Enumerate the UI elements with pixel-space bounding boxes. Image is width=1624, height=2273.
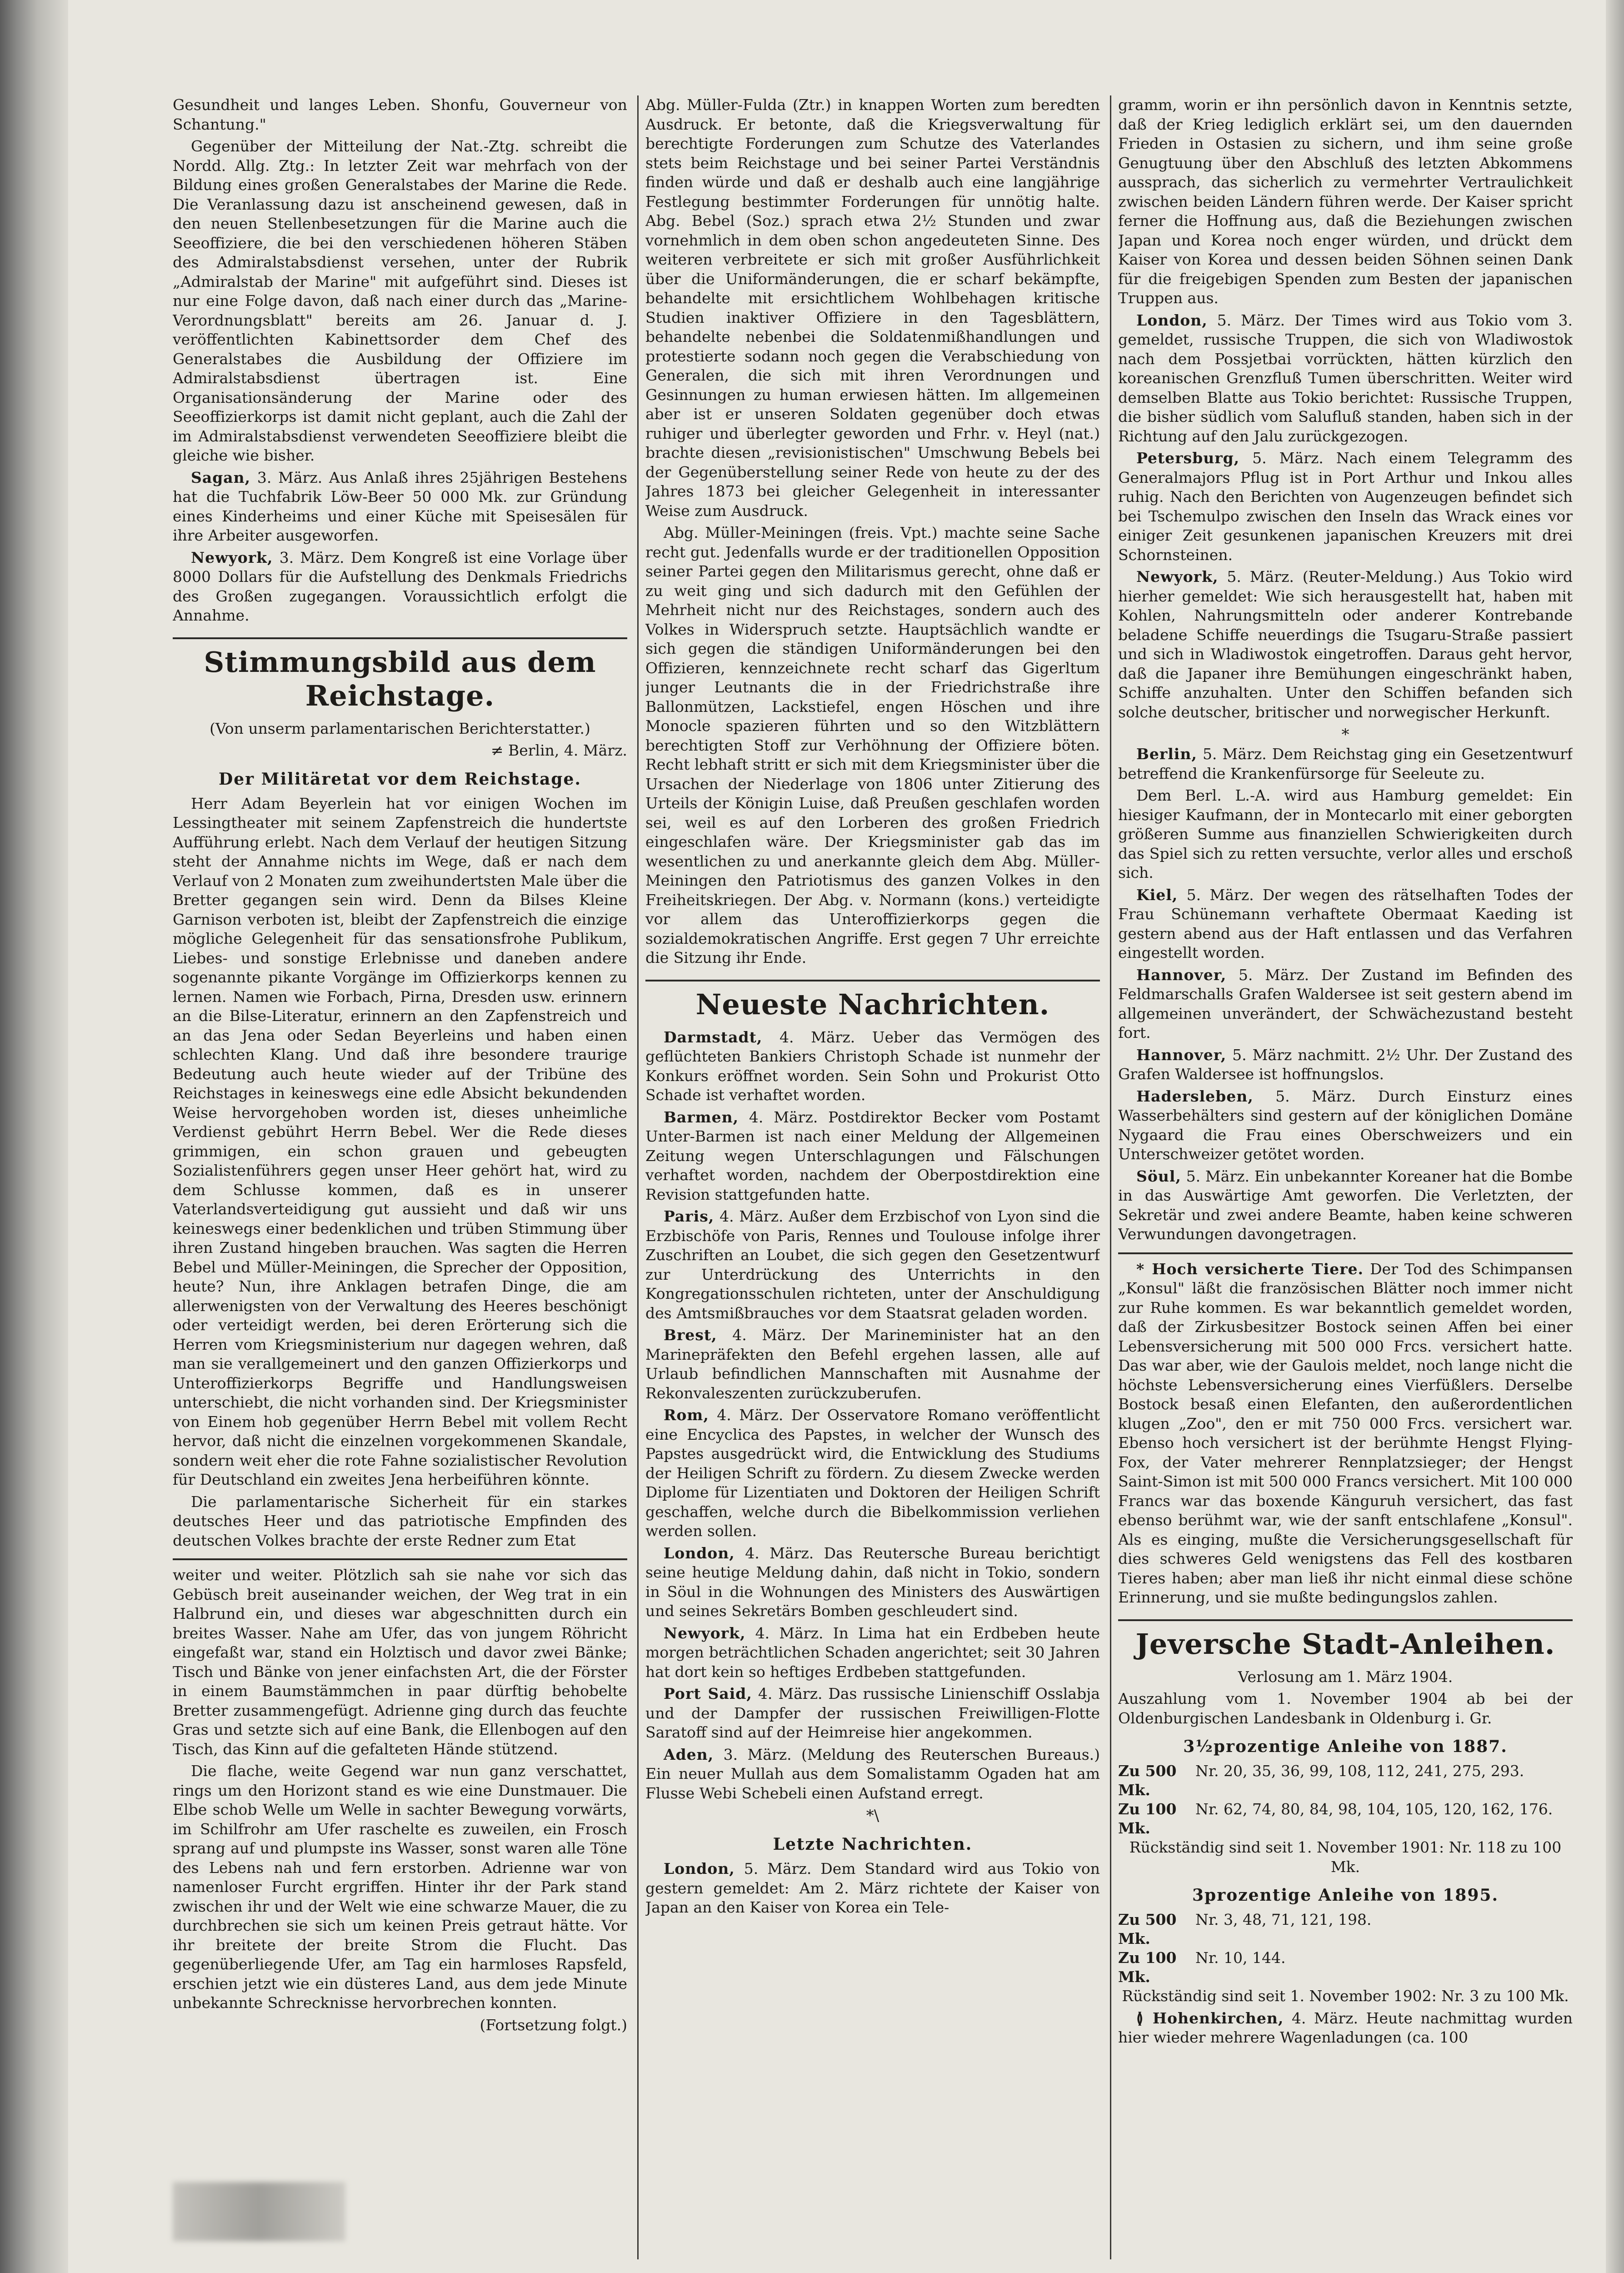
news-place: London, — [664, 1544, 735, 1562]
news-item — [1118, 1087, 1573, 1164]
news-place: Aden, — [664, 1745, 714, 1763]
section-heading: Neueste Nachrichten. — [645, 980, 1100, 1021]
section-heading: Stimmungsbild aus dem Reichstage. — [173, 637, 627, 713]
news-place: Hannover, — [1136, 1046, 1227, 1064]
payout-note: Auszahlung vom 1. November 1904 ab bei der Oldenburgischen Landesbank in Oldenburg i. Gr. — [1118, 1690, 1573, 1727]
lottery-date: Verlosung am 1. März 1904. — [1238, 1667, 1453, 1686]
news-item — [1118, 886, 1573, 963]
news-item — [1118, 449, 1573, 565]
dateline: ≠ Berlin, 4. März. — [490, 741, 627, 759]
column-right — [1118, 95, 1573, 2259]
news-text: 5. März. Dem Standard wird aus Tokio von gestern gemeldet: Am 2. März richtete der Kaiser von Japan an den Kaiser von Korea ein Tele- — [645, 1860, 1100, 1916]
news-text: Der Tod des Schimpansen „Konsul" läßt die französischen Blätter noch immer nicht zur Ruhe kommen. Es war bekanntlich gemeldet worden, daß der Zirkusbesitzer Bostock seinen Affen bei einer Lebensversicherung mit 500 000 Frcs. versichert hatte. Das war aber, wie der Gaulois meldet, noch lange nicht die höchste Lebensversicherung eines Vierfüßlers. Derselbe Bostock besaß einen Elefanten, den außerordentlichen klugen „Zoo", den er mit 750 000 Frcs. versichert war. Ebenso hoch versichert ist der berühmte Hengst Flying-Fox, der Vater mehrerer Rennplatzsieger; der Hengst Saint-Simon ist mit 500 000 Francs versichert. Mit 100 000 Francs war das boxende Känguruh versichert, das fast ebenso berühmt war, wie der sanft entschlafene „Konsul". Als es einging, mußte die Versicherungsgesellschaft für dies schweres Geld wenigstens das Fell des kostbaren Tieres haben; aber man ließ ihr nicht einmal diese schöne Erinnerung, und sie mußte bedingungslos zahlen. — [1118, 1260, 1573, 1606]
news-item — [173, 548, 627, 626]
book-spine-shadow — [0, 0, 68, 2273]
news-place: Berlin, — [1136, 745, 1197, 763]
article-paragraph: Abg. Müller-Meiningen (freis. Vpt.) machte seine Sache recht gut. Jedenfalls wurde er der traditionellen Opposition seiner Partei gegen den Militarismus gerecht, ohne daß er zu weit ging und sich dadurch mit den Gefühlen der Mehrheit nicht nur des Reichstages, sondern auch des Volkes in Widerspruch setzte. Hauptsächlich wandte er sich gegen die ständigen Uniformänderungen bei den Offizieren, kennzeichnete recht scharf das Gigerltum junger Leutnants die in der Friedrichstraße ihre Ballonmützen, Lackstiefel, engen Höschen und ihre Monocle spazieren führten und so den Witzblättern berechtigten Stoff zur Verhöhnung der Offiziere böten. Recht lebhaft stritt er sich mit dem Kriegsminister über die Ursachen der Niederlage von 1806 unter Zitierung des Urteils der Königin Luise, daß Preußen geschlafen worden sei, weil es auf den Lorberen des großen Friedrich eingeschlafen wäre. Der Kriegsminister gab das im wesentlichen zu und anerkannte gleich dem Abg. Müller-Meiningen den Patriotismus des ganzen Volkes in den Freiheitskriegen. Der Abg. v. Normann (kons.) verteidigte vor allem das Unteroffizierkorps gegen die sozialdemokratischen Angriffe. Erst gegen 7 Uhr erreichte die Sitzung ihr Ende. — [645, 524, 1100, 966]
denomination: Zu 100 Mk. — [1118, 1800, 1177, 1837]
table-row — [1118, 1800, 1573, 1838]
news-place: Newyork, — [1136, 568, 1219, 586]
article-paragraph: Abg. Müller-Fulda (Ztr.) in knappen Worten zum beredten Ausdruck. Er betonte, daß die Kriegsverwaltung für berechtigte Forderungen zum Schutze des Vaterlandes stets beim Reichstage und bei seiner Partei Verständnis finden würde und daß er deshalb auch eine langjährige Festlegung bestimmter Forderungen für unnötig halte. Abg. Bebel (Soz.) sprach etwa 2½ Stunden und zwar vornehmlich in dem oben schon angedeuteten Sinne. Des weiteren verbreitete er sich mit großer Ausführlichkeit über die Uniformänderungen, die er scharf bekämpfte, behandelte mit ersichtlichem Wohlbehagen kritische Studien inaktiver Offiziere in den Tagesblättern, behandelte nebenbei die Soldatenmißhandlungen und protestierte sodann noch gegen die Verabschiedung von Generalen, die sich mit ihren Verordnungen und Gesinnungen zu human erwiesen hätten. Im allgemeinen aber ist er unseren Soldaten gegenüber doch etwas ruhiger und überlegter geworden und Frhr. v. Heyl (nat.) brachte diesen „revisionistischen" Umschwung Bebels bei der Gegenüberstellung seiner Rede von heute zu der des Jahres 1873 bei gleicher Gelegenheit in interessanter Weise zum Ausdruck. — [645, 96, 1100, 520]
section-star: * — [1341, 726, 1349, 744]
news-place: Brest, — [664, 1326, 717, 1344]
news-place: Hadersleben, — [1136, 1087, 1254, 1105]
news-text: 5. März nachmitt. 2½ Uhr. Der Zustand des Grafen Waldersee ist hoffnungslos. — [1118, 1046, 1573, 1083]
bond-title: 3½prozentige Anleihe von 1887. — [1183, 1737, 1508, 1756]
feuilleton-paragraph: Die flache, weite Gegend war nun ganz verschattet, rings um den Horizont stand es wie eine Dunstmauer. Die Elbe schob Welle um Welle in sachter Bewegung vorwärts, im Schilfrohr am Ufer raschelte es zuweilen, ein Frosch sprang auf und plumpste ins Wasser, sonst waren alle Töne des Lebens nah und fern erstorben. Adrienne war von namenloser Furcht ergriffen. Hinter ihr der Park stand zwischen ihr und der Welt wie eine schwarze Mauer, die zu durchbrechen sie sich um keinen Preis getraut hätte. Vor ihr breitete der breite Strom die Flucht. Das gegenüberliegende Ufer, am Tag ein harmloses Rapsfeld, erschien jetzt wie ein düsteres Land, aus dem jede Minute unbekannte Schrecknisse hervorbrechen konnten. — [173, 1762, 627, 2012]
news-text: 4. März. Postdirektor Becker vom Postamt Unter-Barmen ist nach einer Meldung der Allgemeinen Zeitung wegen Unterschlagungen und Fälschungen verhaftet worden, nachdem der Oberpostdirektion eine Revision stattgefunden hatte. — [645, 1108, 1100, 1203]
news-item — [173, 468, 627, 546]
numbers: Nr. 62, 74, 80, 84, 98, 104, 105, 120, 162, 176. — [1195, 1800, 1553, 1818]
news-text: 4. März. Heute nachmittag wurden hier wieder mehrere Wagenladungen (ca. 100 — [1118, 2009, 1573, 2046]
news-item — [645, 1108, 1100, 1205]
print-smudge — [173, 2182, 345, 2241]
article-paragraph: Gesundheit und langes Leben. Shonfu, Gouverneur von Schantung." — [173, 96, 627, 133]
feuilleton-paragraph: weiter und weiter. Plötzlich sah sie nahe vor sich das Gebüsch breit auseinander weichen, der Weg trat in ein Halbrund ein, und dieses war abgeschnitten durch ein breites Wasser. Nahe am Ufer, das von jungem Röhricht eingefaßt war, stand ein Holztisch und davor zwei Bänke; Tisch und Bänke von jener einfachsten Art, die der Förster in einem Baumstämmchen in paar dürftig behobelte Bretter zusammengefügt. Adrienne ging durch das feuchte Gras und setzte sich auf eine Bank, die Ellenbogen auf den Tisch, das Kinn auf die gefalteten Hände stützend. — [173, 1566, 627, 1758]
denomination: Zu 100 Mk. — [1118, 1949, 1177, 1986]
article-subheading: Letzte Nachrichten. — [773, 1835, 973, 1854]
news-place: Petersburg, — [1136, 449, 1240, 467]
table-row — [1118, 1762, 1573, 1800]
news-item — [645, 1544, 1100, 1621]
numbers: Nr. 10, 144. — [1195, 1949, 1286, 1967]
news-place: Newyork, — [191, 548, 273, 566]
news-place: Hannover, — [1136, 966, 1227, 984]
news-item — [645, 1326, 1100, 1403]
news-place: Port Said, — [664, 1685, 752, 1702]
numbers: Nr. 3, 48, 71, 121, 198. — [1195, 1911, 1372, 1928]
news-text: 5. März. Ein unbekannter Koreaner hat die Bombe in das Auswärtige Amt geworfen. Die Verletzten, der Sekretär und zwei andere Beamte, haben keine schweren Verwundungen davongetragen. — [1118, 1167, 1573, 1243]
news-place: Paris, — [664, 1207, 715, 1225]
news-item — [1118, 1260, 1573, 1607]
section-heading: Jeversche Stadt-Anleihen. — [1118, 1619, 1573, 1661]
column-left — [173, 95, 627, 2259]
news-place: Söul, — [1136, 1167, 1181, 1185]
column-rule — [1110, 95, 1111, 2259]
news-text: 3. März. Dem Kongreß ist eine Vorlage über 8000 Dollars für die Aufstellung des Denkmals Friedrichs des Großen zugegangen. Voraussichtlich erfolgt die Annahme. — [173, 548, 627, 624]
news-text: 4. März. Ueber das Vermögen des geflüchteten Bankiers Christoph Schade ist nunmehr der Konkurs eröffnet worden. Sein Sohn und Prokurist Otto Schade ist verhaftet worden. — [645, 1028, 1100, 1104]
newspaper-page — [150, 68, 1586, 2273]
column-rule — [637, 95, 639, 2259]
news-item — [645, 1684, 1100, 1742]
feuilleton-divider — [173, 1558, 627, 1560]
arrears-note: Rückständig sind seit 1. November 1901: Nr. 118 zu 100 Mk. — [1129, 1838, 1562, 1876]
news-text: 5. März. (Reuter-Meldung.) Aus Tokio wird hierher gemeldet: Wie sich herausgestellt hat, haben mit Kohlen, Nahrungsmitteln oder anderer Kontrebande beladene Schiffe neuerdings die Tsugaru-Straße passiert und sich in Wladiwostok eingetroffen. Daraus geht hervor, daß die Japaner ihre Bemühungen eingeschränkt haben, Schiffe anzuhalten. Unter den Schiffen befanden sich solche deutscher, britischer und norwegischer Herkunft. — [1118, 568, 1573, 721]
bond-table — [1118, 1762, 1573, 1838]
page-edge-shadow — [1606, 0, 1624, 2273]
news-place: Barmen, — [664, 1108, 739, 1126]
news-text: 5. März. Der wegen des rätselhaften Todes der Frau Schünemann verhaftete Obermaat Kaeding ist gestern abend aus der Haft entlassen und das Verfahren eingestellt worden. — [1118, 886, 1573, 961]
news-item — [645, 1859, 1100, 1918]
denomination: Zu 500 Mk. — [1118, 1762, 1177, 1799]
denomination: Zu 500 Mk. — [1118, 1911, 1177, 1948]
news-text: 5. März. Der Times wird aus Tokio vom 3. gemeldet, russische Truppen, die sich von Wladiwostok nach dem Possjetbai vorrückten, hätten kürzlich den koreanischen Grenzfluß Tumen überschritten. Weiter wird demselben Blatte aus Tokio berichtet: Russische Truppen, die bisher südlich vom Salufluß standen, haben sich in der Richtung auf den Jalu zurückgezogen. — [1118, 311, 1573, 445]
news-place: London, — [1136, 311, 1208, 329]
news-item — [645, 1406, 1100, 1541]
news-text: 4. März. Das russische Linienschiff Osslabja und der Dampfer der russischen Freiwilligen-Flotte Saratoff sind auf der Heimreise hier angekommen. — [645, 1685, 1100, 1741]
bond-table — [1118, 1910, 1573, 1987]
column-middle — [645, 95, 1100, 2259]
news-item — [1118, 311, 1573, 446]
news-text: 5. März. Der Zustand im Befinden des Feldmarschalls Grafen Waldersee ist seit gestern abend im allgemeinen unverändert, der Schwächezustand besteht fort. — [1118, 966, 1573, 1041]
news-text: 3. März. Aus Anlaß ihres 25jährigen Bestehens hat die Tuchfabrik Löw-Beer 50 000 Mk. zur Gründung eines Kinderheims und einer Küche mit Speisesälen für ihre Arbeiter ausgeworfen. — [173, 468, 627, 544]
news-item — [1118, 1167, 1573, 1244]
news-text: 4. März. Der Osservatore Romano veröffentlicht eine Encyclica des Papstes, in welcher der Wunsch des Papstes ausgedrückt wird, die Entwicklung des Studiums der Heiligen Schrift zu fördern. Zu diesem Zwecke werden Diplome für Lizentiaten und Doktoren der Heiligen Schrift geschaffen, welche durch die Bibelkommission verliehen werden sollen. — [645, 1406, 1100, 1540]
article-paragraph: Dem Berl. L.-A. wird aus Hamburg gemeldet: Ein hiesiger Kaufmann, der in Montecarlo mit einer geborgten größeren Summe aus finanziellen Schwierigkeiten durch das Spiel sich zu retten versuchte, verlor alles und erschoß sich. — [1118, 786, 1573, 881]
news-place: * Hoch versicherte Tiere. — [1136, 1260, 1364, 1278]
news-item — [645, 1028, 1100, 1105]
news-text: 3. März. (Meldung des Reuterschen Bureaus.) Ein neuer Mullah aus dem Somalistamm Ogaden hat am Flusse Webi Schebeli einen Aufstand erregt. — [645, 1745, 1100, 1802]
news-text: 5. März. Dem Reichstag ging ein Gesetzentwurf betreffend die Krankenfürsorge für Seeleute zu. — [1118, 745, 1573, 782]
news-place: Darmstadt, — [664, 1028, 763, 1046]
article-paragraph: gramm, worin er ihn persönlich davon in Kenntnis setzte, daß der Krieg lediglich erklärt sei, um den dauernden Frieden in Ostasien zu sichern, und ihm seine große Genugtuung über den Abschluß des letzten Abkommens aussprach, das sicherlich zu vermehrter Vertraulichkeit zwischen beiden Ländern führen werde. Der Kaiser spricht ferner die Hoffnung aus, daß die Beziehungen zwischen Japan und Korea noch enger würden, und drückt dem Kaiser von Korea und dessen beiden Söhnen seinen Dank für die freigebigen Spenden zum Besten der japanischen Truppen aus. — [1118, 96, 1573, 307]
article-paragraph: Die parlamentarische Sicherheit für ein starkes deutsches Heer und das patriotische Empfinden des deutschen Volkes brachte der erste Redner zum Etat — [173, 1492, 627, 1549]
news-place: Rom, — [664, 1406, 709, 1424]
news-place: ≬ Hohenkirchen, — [1136, 2009, 1284, 2027]
continuation-note: (Fortsetzung folgt.) — [480, 2016, 627, 2034]
news-item — [645, 1207, 1100, 1323]
table-row — [1118, 1910, 1573, 1948]
news-text: 4. März. In Lima hat ein Erdbeben heute morgen beträchtlichen Schaden angerichtet; seit 30 Jahren hat dort kein so heftiges Erdbeben stattgefunden. — [645, 1624, 1100, 1681]
section-star: *\ — [866, 1807, 879, 1825]
article-subheading: Der Militäretat vor dem Reichstage. — [219, 769, 581, 789]
news-item — [1118, 1046, 1573, 1084]
section-divider — [1118, 1252, 1573, 1254]
news-place: Kiel, — [1136, 886, 1178, 904]
numbers: Nr. 20, 35, 36, 99, 108, 112, 241, 275, 293. — [1195, 1762, 1524, 1780]
arrears-note: Rückständig sind seit 1. November 1902: Nr. 3 zu 100 Mk. — [1122, 1987, 1569, 2005]
news-text: 4. März. Der Marineminister hat an den Marinepräfekten den Befehl ergehen lassen, alle auf Urlaub befindlichen Mannschaften mit Ausnahme der Rekonvaleszenten zurückzuberufen. — [645, 1326, 1100, 1402]
news-place: Sagan, — [191, 468, 251, 486]
news-item — [1118, 966, 1573, 1043]
table-row — [1118, 1948, 1573, 1987]
news-item — [1118, 745, 1573, 783]
news-item — [645, 1745, 1100, 1803]
news-text: 4. März. Das Reutersche Bureau berichtigt seine heutige Meldung dahin, daß nicht in Tokio, sondern in Söul in die Wohnungen des Ministers des Auswärtigen und seines Sekretärs Bomben geschleudert sind. — [645, 1544, 1100, 1620]
article-paragraph: Gegenüber der Mitteilung der Nat.-Ztg. schreibt die Nordd. Allg. Ztg.: In letzter Zeit war mehrfach von der Bildung eines großen Generalstabes der Marine die Rede. Die Veranlassung dazu ist anscheinend gewesen, daß in den neuen Stellenbesetzungen für die Marine auch die Seeoffiziere, die bei den verschiedenen höheren Stäben des Admiralstabsdienst versehen, unter der Rubrik „Admiralstab der Marine" mit aufgeführt sind. Dieses ist nur eine Folge davon, daß nach einer durch das „Marine-Verordnungsblatt" bereits am 26. Januar d. J. veröffentlichten Kabinettsorder dem Chef des Generalstabes die Ausbildung der Offiziere im Admiralstabsdienst übertragen ist. Eine Organisationsänderung der Marine oder des Seeoffizierkorps ist damit nicht geplant, auch die Zahl der im Admiralstabsdienst verwendeten Seeoffiziere bleibt die gleiche wie bisher. — [173, 137, 627, 464]
news-place: Newyork, — [664, 1624, 746, 1642]
bond-title: 3prozentige Anleihe von 1895. — [1192, 1886, 1499, 1905]
news-text: 5. März. Nach einem Telegramm des Generalmajors Pflug ist in Port Arthur und Inkou alles ruhig. Nach den Berichten von Augenzeugen befindet sich bei Tschemulpo zwischen den Inseln das Wrack eines vor einiger Zeit gesunkenen japanischen Kreuzers mit drei Schornsteinen. — [1118, 449, 1573, 564]
news-item — [1118, 567, 1573, 722]
article-paragraph: Herr Adam Beyerlein hat vor einigen Wochen im Lessingtheater mit seinem Zapfenstreich die hundertste Aufführung erlebt. Nach dem Verlauf der heutigen Sitzung steht der Annahme nichts im Wege, daß er nach dem Verlauf von 2 Monaten zum zweihundertsten Male über die Bretter gegangen sein wird. Denn da Bilses Kleine Garnison verboten ist, bleibt der Zapfenstreich die einzige mögliche Gelegenheit für das sensationsfrohe Publikum, Liebes- und sonstige Erlebnisse und daneben andere sogenannte pikante Vorgänge im Offizierkorps kennen zu lernen. Namen wie Forbach, Pirna, Dresden usw. erinnern an die Bilse-Literatur, erinnern an den Zapfenstreich und an das Jena oder Sedan Beyerleins und haben einen schlechten Klang. Und daß ihre besondere traurige Bedeutung auch heute wieder auf der Tribüne des Reichstages in keineswegs eine edle Absicht bekundenden Weise hervorgehoben worden ist, dieses unheimliche Verdienst gebührt Herrn Bebel. Wer die Rede dieses grimmigen, ein schon grauen und gebeugten Sozialistenführers gegen unser Heer gehört hat, wird zu dem Schlusse kommen, daß es in unserer Vaterlandsverteidigung gut aussieht und daß wir uns keineswegs einer bedenklichen und trüben Stimmung über ihren Zustand hingeben brauchen. Was sagten die Herren Bebel und Müller-Meiningen, die Sprecher der Opposition, heute? Nun, ihre Anklagen betrafen Dinge, die am allerwenigsten von der Verwaltung des Heeres beschönigt oder verteidigt werden, bei deren Erörterung sich die Herren vom Kriegsministerium nur dagegen wehren, daß man sie verallgemeinert und den ganzen Offizierkorps und Unteroffizierkorps Begriffe und Handlungsweisen unterschiebt, die nicht vorhanden sind. Der Kriegsminister von Einem hob gegenüber Herrn Bebel mit vollem Recht hervor, daß nicht die einzelnen vorgekommenen Skandale, sondern weit eher die rote Fahne sozialistischer Revolution für Deutschland ein zweites Jena herbeiführen könnte. — [173, 794, 627, 1488]
byline: (Von unserm parlamentarischen Berichterstatter.) — [210, 719, 590, 737]
news-text: 5. März. Durch Einsturz eines Wasserbehälters sind gestern auf der königlichen Domäne Nygaard die Frau eines Oberschweizers und ein Unterschweizer getötet worden. — [1118, 1087, 1573, 1163]
news-item — [1118, 2009, 1573, 2048]
news-text: 4. März. Außer dem Erzbischof von Lyon sind die Erzbischöfe von Paris, Rennes und Toulouse infolge ihrer Zuschriften an Loubet, die sich gegen den Gesetzentwurf zur Unterdrückung des Unterrichts in den Kongregationsschulen richteten, unter der Anschuldigung des Amtsmißbrauches vor dem Staatsrat geladen worden. — [645, 1207, 1100, 1322]
news-item — [645, 1624, 1100, 1682]
news-place: London, — [664, 1860, 735, 1877]
